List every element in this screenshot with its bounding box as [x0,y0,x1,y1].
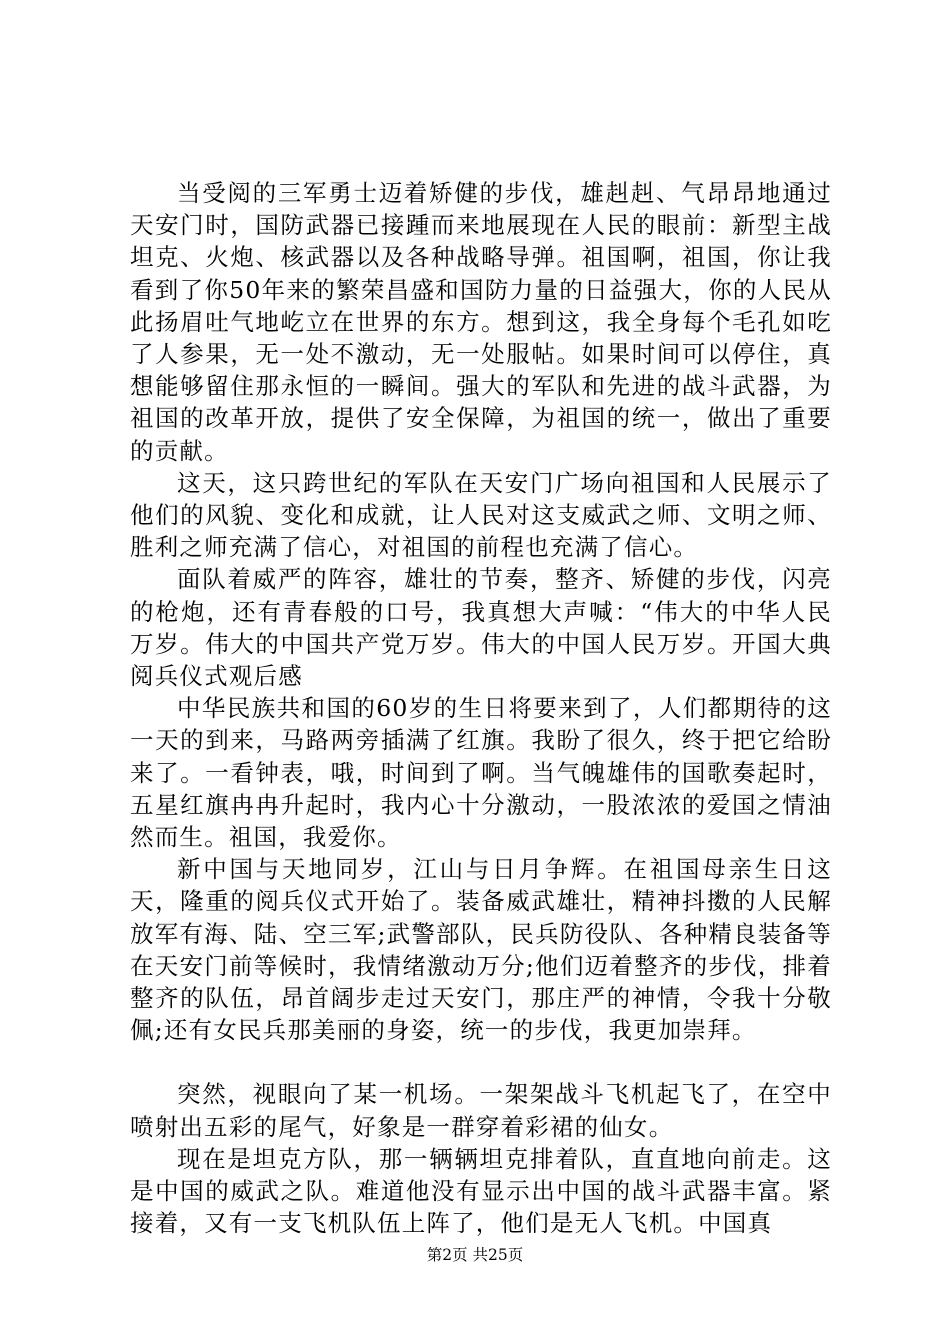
paragraph: 这天，这只跨世纪的军队在天安门广场向祖国和人民展示了他们的风貌、变化和成就，让人民对这支威武之师、文明之师、胜利之师充满了信心，对祖国的前程也充满了信心。 [130,468,832,562]
paragraph: 现在是坦克方队，那一辆辆坦克排着队，直直地向前走。这是中国的威武之队。难道他没有显示出中国的战斗武器丰富。紧接着，又有一支飞机队伍上阵了，他们是无人飞机。中国真 [130,1144,832,1238]
paragraph: 突然，视眼向了某一机场。一架架战斗飞机起飞了，在空中喷射出五彩的尾气，好象是一群穿着彩裙的仙女。 [130,1080,832,1141]
paragraph: 中华民族共和国的60岁的生日将要来到了，人们都期待的这一天的到来，马路两旁插满了红旗。我盼了很久，终于把它给盼来了。一看钟表，哦，时间到了啊。当气魄雄伟的国歌奏起时，五星红旗冉冉升起时，我内心十分激动，一股浓浓的爱国之情油然而生。祖国，我爱你。 [130,694,832,852]
paragraph: 当受阅的三军勇士迈着矫健的步伐，雄赳赳、气昂昂地通过天安门时，国防武器已接踵而来地展现在人民的眼前：新型主战坦克、火炮、核武器以及各种战略导弹。祖国啊，祖国，你让我看到了你50年来的繁荣昌盛和国防力量的日益强大，你的人民从此扬眉吐气地屹立在世界的东方。想到这，我全身每个毛孔如吃了人参果，无一处不激动，无一处服帖。如果时间可以停住，真想能够留住那永恒的一瞬间。强大的军队和先进的战斗武器，为祖国的改革开放，提供了安全保障，为祖国的统一，做出了重要的贡献。 [130,179,832,465]
paragraph: 面队着威严的阵容，雄壮的节奏，整齐、矫健的步伐，闪亮的枪炮，还有青春般的口号，我真想大声喊：“伟大的中华人民万岁。伟大的中国共产党万岁。伟大的中国人民万岁。开国大典阅兵仪式观后感 [130,565,832,691]
paragraph: 新中国与天地同岁，江山与日月争辉。在祖国母亲生日这天，隆重的阅兵仪式开始了。装备威武雄壮，精神抖擞的人民解放军有海、陆、空三军;武警部队，民兵防役队、各种精良装备等在天安门前等候时，我情绪激动万分;他们迈着整齐的步伐，排着整齐的队伍，昂首阔步走过天安门，那庄严的神情，令我十分敬佩;还有女民兵那美丽的身姿，统一的步伐，我更加崇拜。 [130,855,832,1045]
document-body [130,177,832,1240]
page-number-footer: 第2页 共25页 [426,1246,524,1264]
